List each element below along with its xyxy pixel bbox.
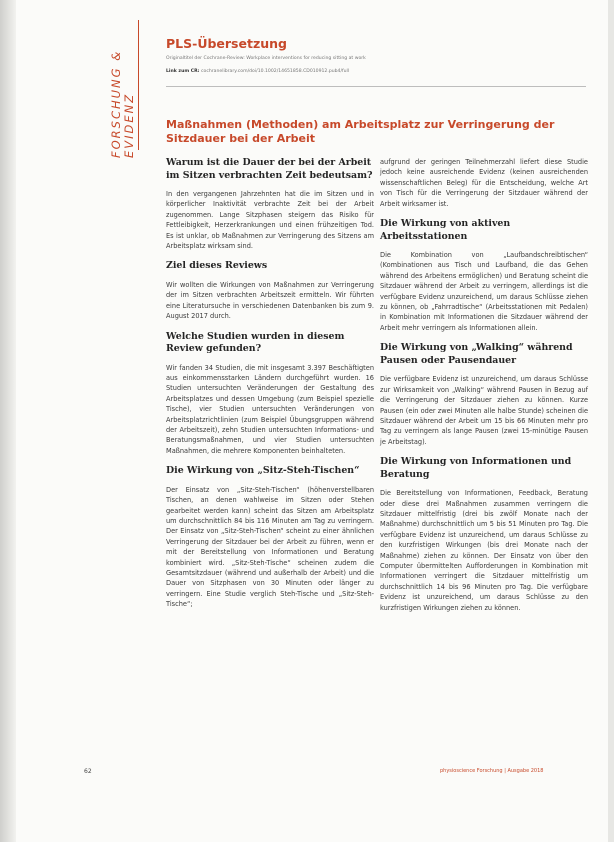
section-body: Die Kombination von „Laufbandschreibtischen“ (Kombinationen aus Tisch und Laufband, die das Gehen während des Arbeitens ermöglichen) und Beratung scheint die Sitzdauer während der Arbeit zu verringern, allerdings ist die verfügbare Evidenz unzureichend, um daraus Schlüsse ziehen zu können, ob „Fahrradtische“ (Arbeitsstationen mit Pedalen) in Kombination mit Informationen die Sitzdauer während der Arbeit mehr verringern als Informationen allein.: [380, 251, 588, 332]
left-column: [166, 157, 374, 619]
section-body: Die Bereitstellung von Informationen, Feedback, Beratung oder diese drei Maßnahmen zusammen verringern die Sitzdauer mittelfristig (drei bis zwölf Monate nach der Maßnahme) durchschnittlich um 5 bis 51 Minuten pro Tag. Die verfügbare Evidenz ist unzureichend, um daraus Schlüsse zu den kurzfristigen Wirkungen (bis drei Monate nach der Maßnahme) ziehen zu können. Der Einsatz von über den Computer übermittelten Aufforderungen in Kombination mit Informationen verringert die Sitzdauer mittelfristig um durchschnittlich 14 bis 96 Minuten pro Tag. Die verfügbare Evidenz ist unzureichend, um daraus Schlüsse zu den kurzfristigen Wirkungen ziehen zu können.: [380, 489, 588, 612]
section-continuation: [380, 157, 588, 209]
section-sit-stand-desks: [166, 465, 374, 609]
section-heading: Die Wirkung von aktiven Arbeitsstationen: [380, 218, 511, 242]
side-tab-line-1: FORSCHUNG &: [109, 49, 123, 158]
original-title: Originaltitel der Cochrane-Review: Workplace interventions for reducing sitting at work: [166, 56, 366, 61]
section-heading: Ziel dieses Reviews: [166, 260, 268, 272]
section-heading: Die Wirkung von Informationen und Beratung: [380, 456, 572, 480]
section-body: Die verfügbare Evidenz ist unzureichend, um daraus Schlüsse zur Wirksamkeit von „Walking“ während Pausen in Bezug auf die Verringerung der Sitzdauer ziehen zu können. Kurze Pausen (ein oder zwei Minuten alle halbe Stunde) scheinen die Sitzdauer während der Arbeit um 15 bis 66 Minuten mehr pro Tag zu verringern als lange Pausen (zwei 15-minütige Pausen je Arbeitstag).: [380, 375, 588, 446]
article-title: Maßnahmen (Methoden) am Arbeitsplatz zur Verringerung der Sitzdauer bei der Arbeit: [166, 118, 555, 145]
section-heading: Die Wirkung von „Sitz-Steh-Tischen“: [166, 465, 360, 477]
review-link-line: [166, 69, 349, 74]
header-divider: [166, 86, 586, 87]
pls-title: PLS-Übersetzung: [166, 36, 287, 51]
section-walking-breaks: [380, 342, 588, 447]
magazine-footer: physioscience Forschung | Ausgabe 2018: [440, 768, 544, 774]
section-body: aufgrund der geringen Teilnehmerzahl liefert diese Studie jedoch keine ausreichende Evidenz (keinen ausreichenden wissenschaftlichen Beleg) für die Entscheidung, welche Art von Tisch für die Verringerung der Sitzdauer während der Arbeit wirksamer ist.: [380, 158, 588, 208]
section-heading: Die Wirkung von „Walking“ während Pausen oder Pausendauer: [380, 342, 573, 366]
section-heading: Welche Studien wurden in diesem Review gefunden?: [166, 330, 345, 355]
section-body: Wir fanden 34 Studien, die mit insgesamt 3.397 Beschäftigten aus einkommensstarken Ländern durchgeführt wurden. 16 Studien untersuchten Veränderungen der Gestaltung des Arbeitsplatzes und dessen Umgebung (zum Beispiel spezielle Tische), vier Studien untersuchten Veränderungen von Arbeitsplatzrichtlinien (zum Beispiel Übungsgruppen während der Arbeitszeit), zehn Studien untersuchten Informations- und Beratungsmaßnahmen, und vier Studien untersuchten Maßnahmen, die mehrere Komponenten beinhalteten.: [166, 363, 374, 455]
link-label: Link zum CR:: [166, 69, 200, 74]
section-importance: [166, 157, 374, 251]
section-heading: Warum ist die Dauer der bei der Arbeit im Sitzen verbrachten Zeit bedeutsam?: [166, 157, 373, 181]
right-column: [380, 157, 588, 622]
section-body: Der Einsatz von „Sitz-Steh-Tischen“ (höhenverstellbaren Tischen, an denen wahlweise im Sitzen oder Stehen gearbeitet werden kann) scheint das Sitzen am Arbeitsplatz um durchschnittlich 84 bis 116 Minuten am Tag zu verringern. Der Einsatz von „Sitz-Steh-Tischen“ scheint zu einer ähnlichen Verringerung der Sitzdauer bei der Arbeit zu führen, wenn er mit der Bereitstellung von Informationen und Beratung kombiniert wird. „Sitz-Steh-Tische“ scheinen zudem die Gesamtsitzdauer (während und außerhalb der Arbeit) und die Dauer von Sitzphasen von 30 Minuten oder länger zu verringern. Eine Studie verglich Steh-Tische und „Sitz-Steh-Tische“;: [166, 485, 374, 609]
section-studies-found: [166, 331, 374, 457]
section-active-workstations: [380, 218, 588, 333]
section-body: Wir wollten die Wirkungen von Maßnahmen zur Verringerung der im Sitzen verbrachten Arbeitszeit ermitteln. Wir führten eine Literatursuche in verschiedenen Datenbanken bis zum 9. August 2017 durch.: [166, 280, 374, 321]
section-information-counselling: [380, 456, 588, 613]
side-tab-line-2: EVIDENZ: [122, 92, 136, 158]
side-tab-label: [110, 50, 136, 158]
section-review-aim: [166, 260, 374, 321]
section-side-tab: [108, 14, 150, 160]
section-body: In den vergangenen Jahrzehnten hat die im Sitzen und in körperlicher Inaktivität verbrachte Zeit bei der Arbeit zugenommen. Lange Sitzphasen steigern das Risiko für Fettleibigkeit, Herzerkrankungen und einen frühzeitigen Tod. Es ist unklar, ob Maßnahmen zur Verringerung des Sitzens am Arbeitsplatz wirksam sind.: [166, 190, 374, 251]
page-binding-shadow: [0, 0, 16, 842]
page-number: 62: [84, 768, 92, 775]
review-link[interactable]: cochranelibrary.com/doi/10.1002/14651858.CD010912.pub4/full: [200, 69, 350, 74]
page-right-edge: [608, 0, 614, 842]
side-tab-rule: [138, 20, 139, 150]
